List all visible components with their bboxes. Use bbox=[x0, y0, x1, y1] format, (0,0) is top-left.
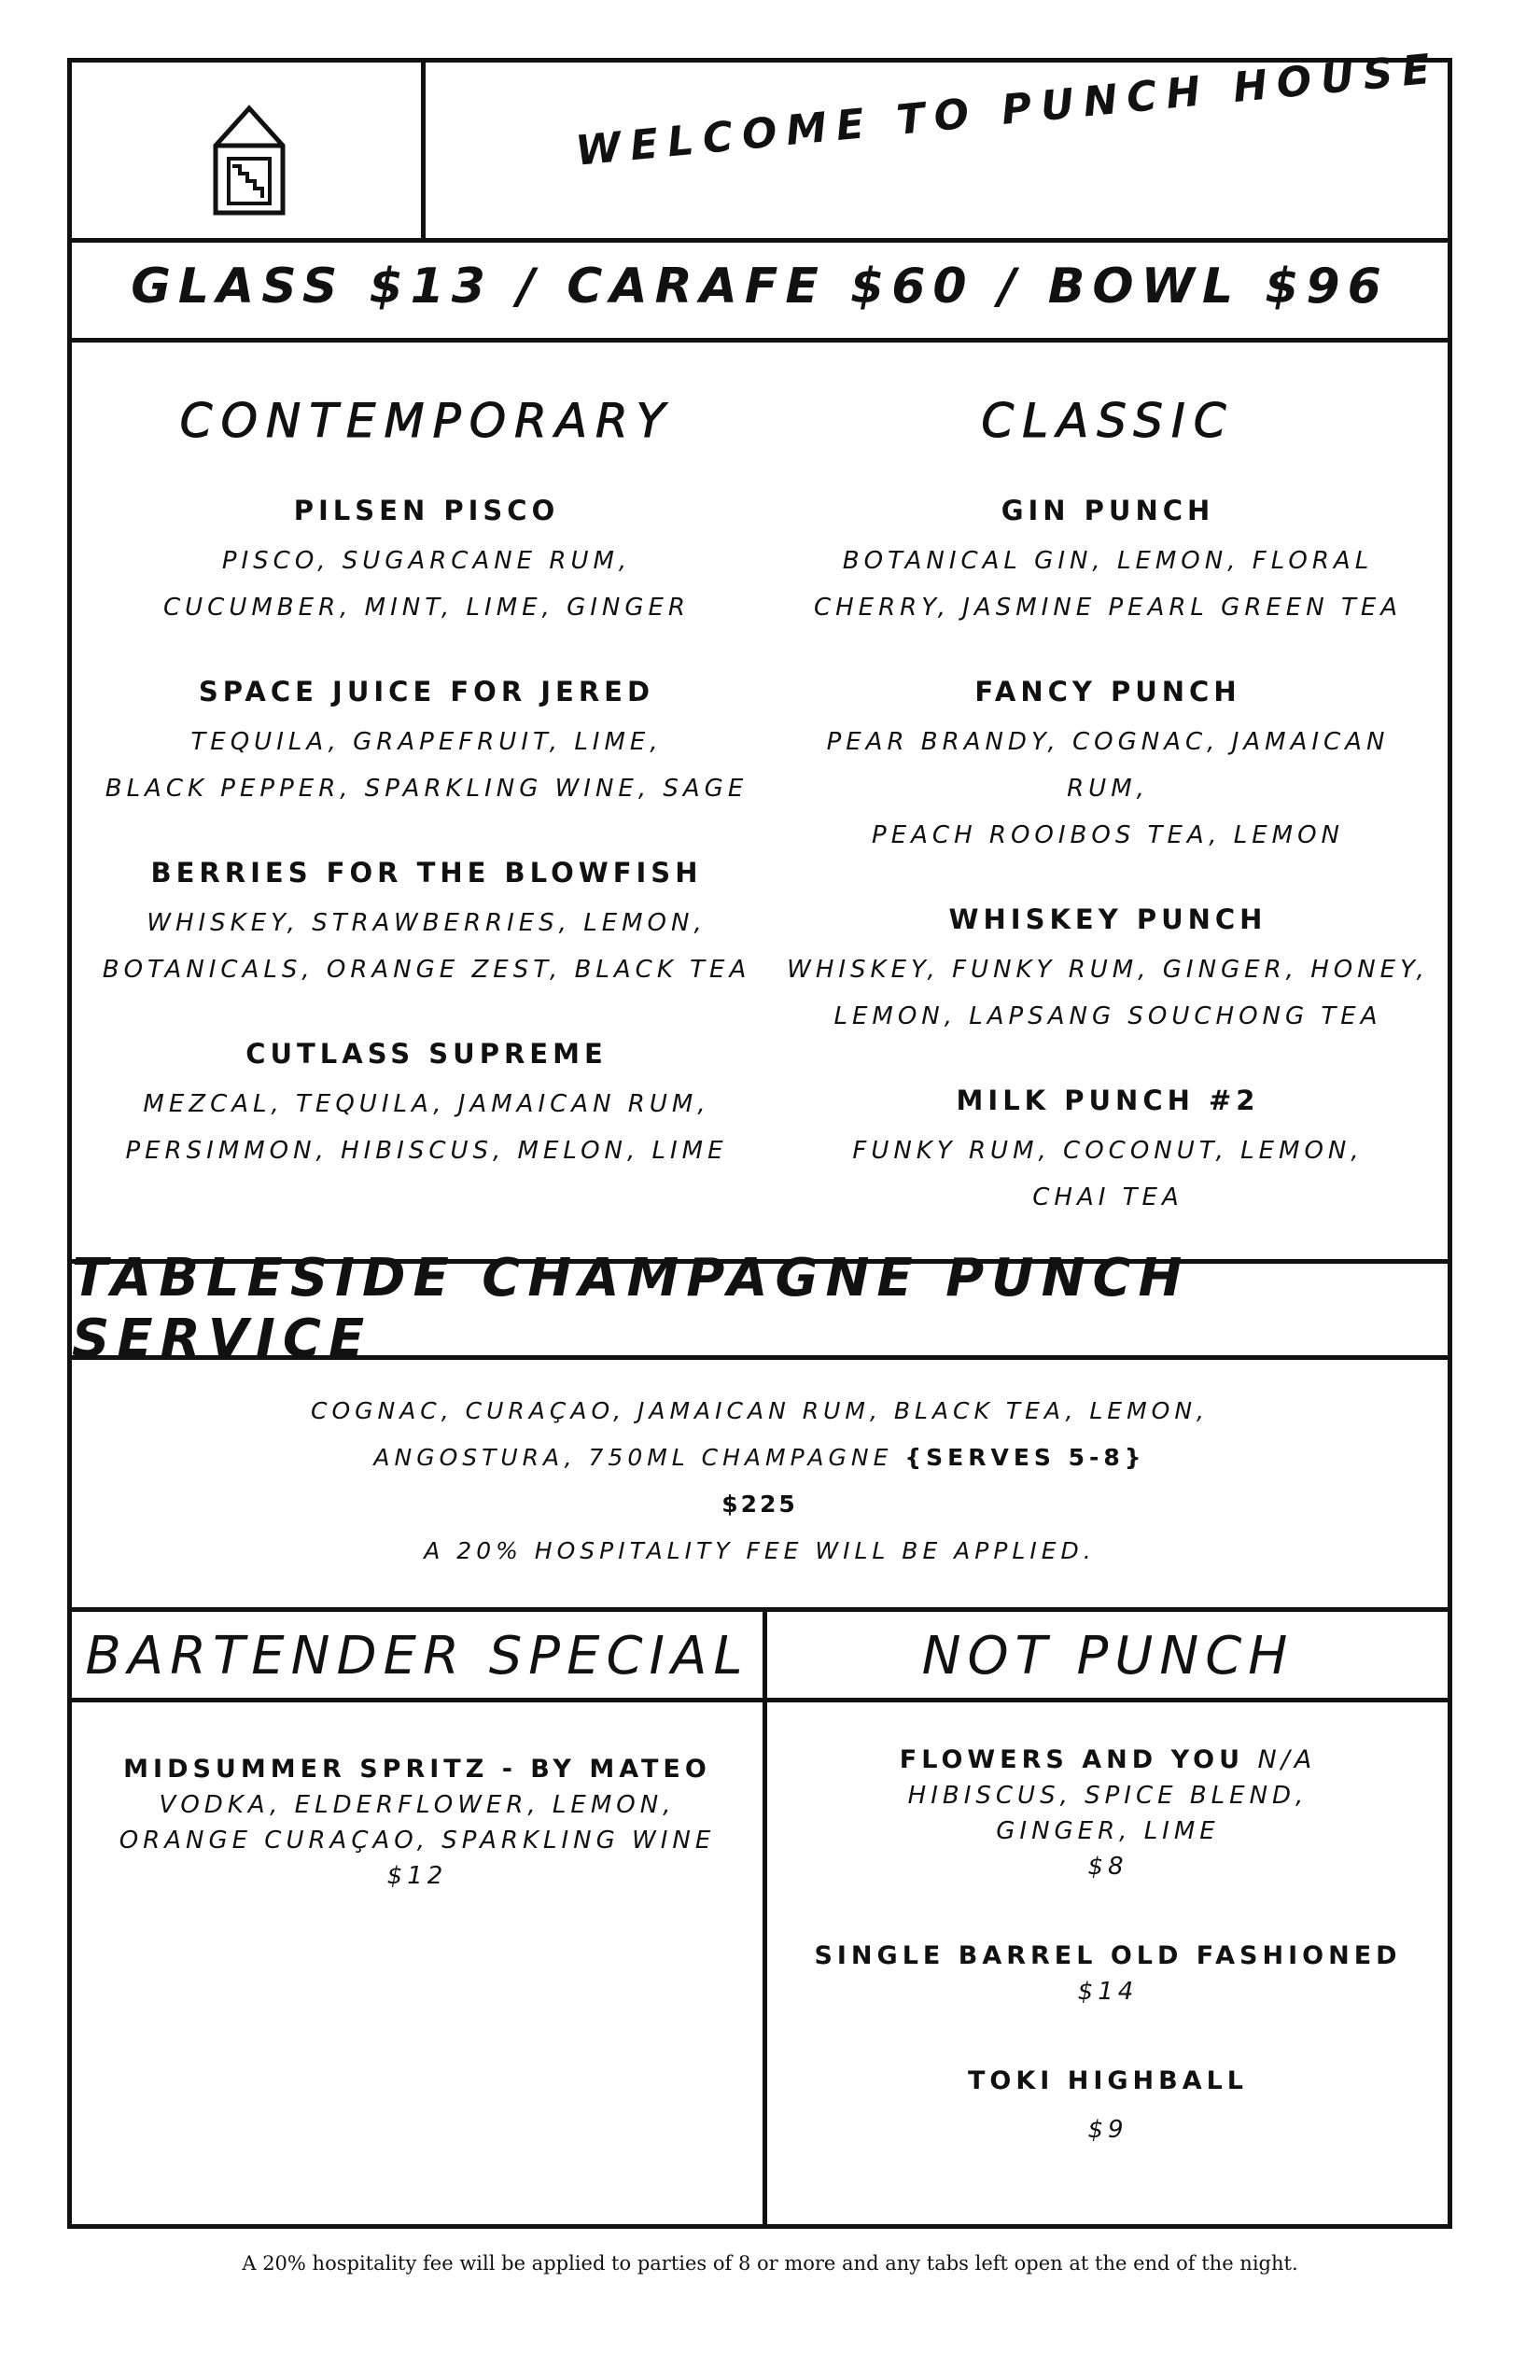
service-ingredients-2: ANGOSTURA, 750ML CHAMPAGNE bbox=[373, 1444, 893, 1471]
item-name bbox=[763, 1743, 1453, 1778]
drink-ingredients: FUNKY RUM, COCONUT, LEMON, bbox=[852, 1137, 1364, 1165]
item-price: $9 bbox=[1087, 2116, 1128, 2144]
price-bar: GLASS $13 / CARAFE $60 / BOWL $96 bbox=[131, 259, 1389, 315]
drink-name: PILSEN PISCO bbox=[293, 495, 560, 526]
drink-ingredients: BLACK PEPPER, SPARKLING WINE, SAGE bbox=[105, 775, 749, 803]
drink-ingredients: CHAI TEA bbox=[1032, 1183, 1183, 1211]
drink-name: BERRIES FOR THE BLOWFISH bbox=[150, 857, 703, 889]
bartender-special-title: BARTENDER SPECIAL bbox=[85, 1626, 749, 1687]
welcome-heading: WELCOME TO PUNCH HOUSE bbox=[573, 45, 1442, 175]
drink-name: FANCY PUNCH bbox=[974, 676, 1241, 707]
special-ingredients: ORANGE CURAÇAO, SPARKLING WINE bbox=[119, 1827, 716, 1855]
drink-item bbox=[781, 495, 1435, 631]
drink-ingredients: WHISKEY, FUNKY RUM, GINGER, HONEY, bbox=[787, 956, 1429, 984]
item-name: SINGLE BARREL OLD FASHIONED bbox=[814, 1941, 1402, 1970]
divider bbox=[72, 1355, 1448, 1360]
na-tag: N/A bbox=[1257, 1745, 1317, 1774]
list-item bbox=[763, 1743, 1453, 1884]
drink-ingredients: BOTANICALS, ORANGE ZEST, BLACK TEA bbox=[102, 956, 751, 984]
drink-item bbox=[100, 1038, 753, 1174]
service-ingredients: COGNAC, CURAÇAO, JAMAICAN RUM, BLACK TEA, LEMON, bbox=[311, 1397, 1209, 1424]
menu-frame bbox=[67, 45, 1452, 2229]
drink-name: CUTLASS SUPREME bbox=[245, 1038, 608, 1070]
drink-ingredients: LEMON, LAPSANG SOUCHONG TEA bbox=[833, 1002, 1382, 1030]
divider bbox=[72, 1698, 1448, 1702]
drink-item bbox=[100, 495, 753, 631]
drink-name: SPACE JUICE FOR JERED bbox=[198, 676, 655, 707]
drink-name: MILK PUNCH #2 bbox=[956, 1085, 1260, 1116]
header-divider bbox=[421, 63, 426, 238]
drink-ingredients: MEZCAL, TEQUILA, JAMAICAN RUM, bbox=[143, 1090, 710, 1118]
drink-ingredients: CUCUMBER, MINT, LIME, GINGER bbox=[163, 594, 690, 622]
list-item bbox=[763, 2064, 1453, 2148]
special-ingredients: VODKA, ELDERFLOWER, LEMON, bbox=[159, 1791, 676, 1819]
service-serves: {SERVES 5-8} bbox=[904, 1444, 1146, 1471]
drink-name: WHISKEY PUNCH bbox=[948, 903, 1267, 935]
drink-item bbox=[781, 676, 1435, 859]
item-name: TOKI HIGHBALL bbox=[967, 2066, 1249, 2095]
drink-ingredients: PEACH ROOIBOS TEA, LEMON bbox=[872, 821, 1344, 849]
item-price: $8 bbox=[1087, 1853, 1128, 1881]
service-ingredients bbox=[72, 1435, 1448, 1481]
drink-ingredients: CHERRY, JASMINE PEARL GREEN TEA bbox=[813, 594, 1403, 622]
service-fee-note: A 20% HOSPITALITY FEE WILL BE APPLIED. bbox=[424, 1537, 1096, 1564]
item-price: $14 bbox=[1077, 1978, 1139, 2006]
drink-ingredients: PISCO, SUGARCANE RUM, bbox=[221, 547, 632, 575]
house-with-stairs-icon bbox=[212, 105, 287, 217]
special-price: $12 bbox=[386, 1862, 448, 1890]
classic-column bbox=[781, 347, 1435, 1266]
drink-item bbox=[781, 903, 1435, 1040]
footer-note: A 20% hospitality fee will be applied to parties of 8 or more and any tabs left open at the end of the night. bbox=[242, 2252, 1298, 2275]
drink-item bbox=[781, 1085, 1435, 1221]
not-punch-title: NOT PUNCH bbox=[921, 1626, 1295, 1687]
service-price: $225 bbox=[721, 1491, 798, 1518]
not-punch-list bbox=[763, 1743, 1453, 2202]
divider bbox=[72, 338, 1448, 343]
drink-ingredients: PERSIMMON, HIBISCUS, MELON, LIME bbox=[125, 1137, 728, 1165]
classic-title: CLASSIC bbox=[981, 394, 1235, 448]
item-name-text: FLOWERS AND YOU bbox=[899, 1745, 1245, 1774]
drink-ingredients: WHISKEY, STRAWBERRIES, LEMON, bbox=[147, 909, 707, 937]
drink-ingredients: PEAR BRANDY, COGNAC, JAMAICAN RUM, bbox=[826, 728, 1390, 803]
drink-ingredients: BOTANICAL GIN, LEMON, FLORAL bbox=[842, 547, 1374, 575]
drink-item bbox=[100, 857, 753, 993]
list-item bbox=[763, 1939, 1453, 2009]
drink-name: GIN PUNCH bbox=[1001, 495, 1215, 526]
special-name: MIDSUMMER SPRITZ - BY MATEO bbox=[123, 1755, 711, 1784]
drink-ingredients: TEQUILA, GRAPEFRUIT, LIME, bbox=[190, 728, 663, 756]
drink-item bbox=[100, 676, 753, 812]
item-ingredients: HIBISCUS, SPICE BLEND, bbox=[907, 1782, 1309, 1810]
bartender-special-item bbox=[72, 1752, 763, 1894]
service-details bbox=[72, 1388, 1448, 1575]
contemporary-column bbox=[100, 347, 753, 1219]
item-ingredients: GINGER, LIME bbox=[996, 1817, 1220, 1845]
contemporary-title: CONTEMPORARY bbox=[179, 394, 674, 448]
service-title: TABLESIDE CHAMPAGNE PUNCH SERVICE bbox=[72, 1248, 1190, 1369]
